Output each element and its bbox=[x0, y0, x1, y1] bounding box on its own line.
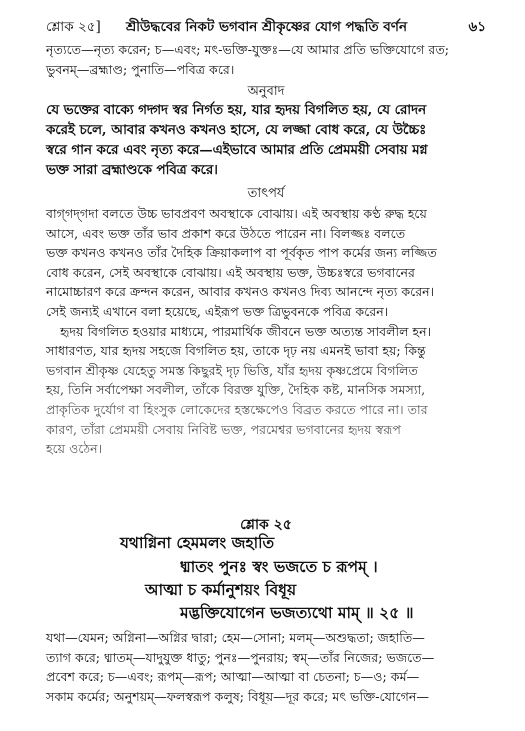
translation-line: ভক্ত সারা ব্রহ্মাণ্ডকে পবিত্র করে। bbox=[46, 163, 218, 178]
verse-line: ধ্মাতং পুনঃ স্বং ভজতে চ রূপম্ । bbox=[180, 557, 378, 576]
verse-line: আত্মা চ কর্মানুশয়ং বিধূয় bbox=[145, 580, 297, 599]
translation-line: স্বরে গান করে এবং নৃত্য করে—এইভাবে আমার প্রতি প্রেমময়ী সেবায় মগ্ন bbox=[46, 143, 428, 158]
purport-line: ভক্ত কখনও কখনও তাঁর দৈহিক ক্রিয়াকলাপ বা পূর্বকৃত পাপ কর্মের জন্য লজ্জিত bbox=[46, 245, 437, 261]
purport-line: হয়ে ওঠেন। bbox=[46, 441, 103, 457]
purport-line: বোধ করেন, সেই অবস্থাকে বোঝায়। এই অবস্থায় ভক্ত, উচ্চঃস্বরে ভগবানের bbox=[46, 264, 415, 280]
purport-line: কারণ, তাঁরা প্রেমময়ী সেবায় নিবিষ্ট ভক্ত, পরমেশ্বর ভগবানের হৃদয় স্বরূপ bbox=[46, 421, 401, 437]
running-header bbox=[46, 14, 486, 38]
verse-line: মদ্ভক্তিযোগেন ভজত্যথো মাম্ ॥ ২৫ ॥ bbox=[180, 603, 414, 622]
synonyms-top-line: ভুবনম্—ব্রহ্মাণ্ড; পুনাতি—পবিত্র করে। bbox=[46, 61, 235, 77]
purport-line: প্রাকৃতিক দুর্যোগ বা হিংসুক লোকেদের হস্তক্ষেপেও বিব্রত করতে পারে না। তার bbox=[46, 401, 428, 417]
verse-heading: শ্লোক ২৫ bbox=[240, 517, 292, 533]
purport-text bbox=[46, 204, 486, 459]
purport-line: সেই জন্যই এখানে বলা হয়েছে, এইরূপ ভক্ত ত্রিভুবনকে পবিত্র করেন। bbox=[46, 303, 389, 319]
synonyms-bottom-line: ত্যাগ করে; ধ্মাতম্—যাদুযুক্ত ধাতু; পুনঃ—পুনরায়; স্বম্—তাঁর নিজের; ভজতে— bbox=[46, 649, 435, 665]
translation-heading: অনুবাদ bbox=[247, 84, 285, 99]
verse-line: যথাগ্নিনা হেমমলং জহাতি bbox=[120, 533, 275, 552]
purport-line: বাগ্‌গদ্‌গদা বলতে উচ্চ ভাবপ্রবণ অবস্থাকে বোঝায়। এই অবস্থায় কণ্ঠ রুদ্ধ হয়ে bbox=[46, 206, 427, 221]
synonyms-bottom bbox=[46, 628, 486, 706]
synonyms-top bbox=[46, 40, 486, 79]
page-number: ৬১ bbox=[468, 19, 486, 35]
synonyms-bottom-line: সকাম কর্মের; অনুশয়ম্—ফলস্বরূপ কলুষ; বিধূয়—দূর করে; মৎ ভক্তি-যোগেন— bbox=[46, 688, 429, 704]
purport-line: আসে, এবং ভক্ত তাঁর ভাব প্রকাশ করে উঠতে পারেন না। বিলজ্জঃ বলতে bbox=[46, 225, 406, 241]
purport-heading: তাৎপর্য bbox=[247, 186, 285, 201]
translation-line: যে ভক্তের বাক্যে গদ্গদ স্বর নির্গত হয়, যার হৃদয় বিগলিত হয়, যে রোদন bbox=[46, 103, 427, 118]
purport-line: হয়, তিনি সর্বাপেক্ষা সবলীল, তাঁকে বিরক্ত যুক্তি, দৈহিক কষ্ট, মানসিক সমস্যা, bbox=[46, 382, 426, 398]
translation-line: করেই চলে, আবার কখনও কখনও হাসে, যে লজ্জা বোধ করে, যে উচ্চৈঃ bbox=[46, 123, 427, 138]
purport-line: নামোচ্চারণ করে ক্রন্দন করেন, আবার কখনও কখনও দিব্য আনন্দে নৃত্য করেন। bbox=[46, 284, 435, 300]
purport-line: ভগবান শ্রীকৃষ্ণ যেহেতু সমস্ত কিছুরই দৃঢ় ভিত্তি, যাঁর হৃদয় কৃষ্ণপ্রেমে বিগলিত bbox=[46, 362, 419, 378]
synonyms-top-line: নৃত্যতে—নৃত্য করেন; চ—এবং; মৎ-ভক্তি-যুক্তঃ—যে আমার প্রতি ভক্তিযোগে রত; bbox=[46, 42, 450, 57]
header-verse-ref: শ্লোক ২৫] bbox=[46, 19, 101, 35]
purport-line: সাধারণত, যার হৃদয় সহজে বিগলিত হয়, তাকে দৃঢ় নয় এমনই ভাবা হয়; কিন্তু bbox=[46, 343, 426, 359]
purport-line: হৃদয় বিগলিত হওয়ার মাধ্যমে, পারমার্থিক জীবনে ভক্ত অত্যন্ত সাবলীল হন। bbox=[60, 323, 432, 339]
synonyms-bottom-line: যথা—যেমন; অগ্নিনা—অগ্নির দ্বারা; হেম—সোনা; মলম্—অশুদ্ধতা; জহাতি— bbox=[46, 630, 425, 645]
header-chapter-title: শ্রীউদ্ধবের নিকট ভগবান শ্রীকৃষ্ণের যোগ পদ্ধতি বর্ণন bbox=[126, 19, 408, 35]
synonyms-bottom-line: প্রবেশ করে; চ—এবং; রূপম্—রূপ; আত্মা—আত্মা বা চেতনা; চ—ও; কর্ম— bbox=[46, 669, 420, 685]
translation-text bbox=[46, 101, 486, 181]
